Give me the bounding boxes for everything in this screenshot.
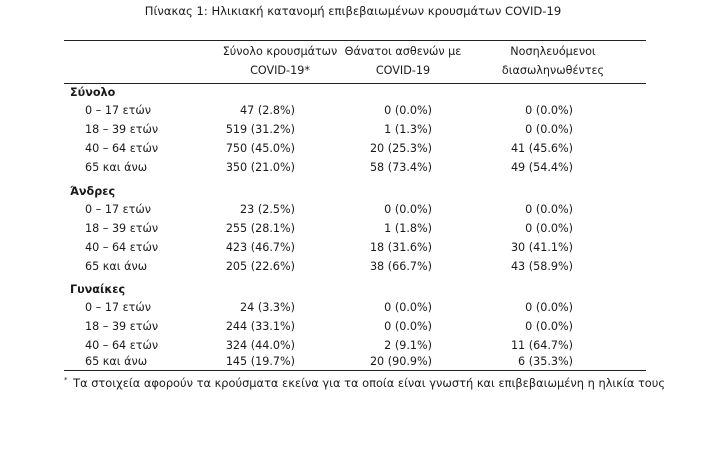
deaths-cell: 0 (0.0%) [384, 203, 432, 216]
cases-cell: 519 (31.2%) [225, 123, 295, 136]
table-row [0, 301, 706, 318]
header-intubated [477, 42, 629, 80]
age-label: 65 και άνω [85, 355, 148, 368]
cases-cell: 23 (2.5%) [240, 203, 295, 216]
intubated-cell: 0 (0.0%) [525, 104, 573, 117]
footnote-mark: * [64, 376, 68, 384]
table-row [0, 222, 706, 239]
age-label: 18 – 39 ετών [85, 222, 159, 235]
age-label: 40 – 64 ετών [85, 241, 159, 254]
cases-cell: 145 (19.7%) [225, 355, 295, 368]
age-label: 0 – 17 ετών [85, 203, 152, 216]
deaths-cell: 0 (0.0%) [384, 320, 432, 333]
intubated-cell: 43 (58.9%) [510, 260, 573, 273]
group-title-total: Σύνολο [70, 86, 116, 99]
age-label: 65 και άνω [85, 161, 148, 174]
table-row [0, 203, 706, 220]
table-row [0, 339, 706, 356]
header-intubated-line2: διασωληνωθέντες [501, 64, 605, 77]
deaths-cell: 1 (1.8%) [384, 222, 432, 235]
age-label: 65 και άνω [85, 260, 148, 273]
cases-cell: 255 (28.1%) [225, 222, 295, 235]
deaths-cell: 18 (31.6%) [369, 241, 432, 254]
table-row [0, 260, 706, 277]
header-total-cases-line2: COVID-19* [250, 64, 310, 77]
intubated-cell: 41 (45.6%) [510, 142, 573, 155]
header-total-cases-line1: Σύνολο κρουσμάτων [222, 45, 338, 58]
cases-cell: 423 (46.7%) [225, 241, 295, 254]
table-caption: Πίνακας 1: Ηλικιακή κατανομή επιβεβαιωμένων κρουσμάτων COVID-19 [144, 4, 562, 18]
header-deaths-line2: COVID-19 [375, 64, 431, 77]
deaths-cell: 2 (9.1%) [384, 339, 432, 352]
deaths-cell: 0 (0.0%) [384, 301, 432, 314]
intubated-cell: 11 (64.7%) [510, 339, 573, 352]
cases-cell: 324 (44.0%) [225, 339, 295, 352]
age-label: 0 – 17 ετών [85, 301, 152, 314]
cases-cell: 750 (45.0%) [225, 142, 295, 155]
footnote [64, 376, 665, 390]
cases-cell: 244 (33.1%) [225, 320, 295, 333]
table-row [0, 320, 706, 337]
cases-cell: 350 (21.0%) [225, 161, 295, 174]
age-label: 18 – 39 ετών [85, 123, 159, 136]
deaths-cell: 1 (1.3%) [384, 123, 432, 136]
intubated-cell: 6 (35.3%) [518, 355, 573, 368]
header-intubated-line1: Νοσηλευόμενοι [510, 45, 596, 58]
intubated-cell: 0 (0.0%) [525, 301, 573, 314]
header-deaths [333, 42, 473, 80]
deaths-cell: 20 (90.9%) [369, 355, 432, 368]
header-deaths-line1: Θάνατοι ασθενών με [344, 45, 462, 58]
age-label: 0 – 17 ετών [85, 104, 152, 117]
cases-cell: 205 (22.6%) [225, 260, 295, 273]
cases-cell: 47 (2.8%) [240, 104, 295, 117]
bottom-rule [64, 370, 646, 371]
deaths-cell: 58 (73.4%) [369, 161, 432, 174]
age-label: 40 – 64 ετών [85, 339, 159, 352]
table-row [0, 123, 706, 140]
table-row [0, 104, 706, 121]
intubated-cell: 49 (54.4%) [510, 161, 573, 174]
intubated-cell: 0 (0.0%) [525, 123, 573, 136]
intubated-cell: 0 (0.0%) [525, 203, 573, 216]
age-label: 18 – 39 ετών [85, 320, 159, 333]
age-label: 40 – 64 ετών [85, 142, 159, 155]
cases-cell: 24 (3.3%) [240, 301, 295, 314]
table-row [0, 161, 706, 178]
intubated-cell: 0 (0.0%) [525, 320, 573, 333]
table-row [0, 142, 706, 159]
deaths-cell: 20 (25.3%) [369, 142, 432, 155]
group-title-men: Άνδρες [70, 185, 116, 198]
deaths-cell: 38 (66.7%) [369, 260, 432, 273]
intubated-cell: 0 (0.0%) [525, 222, 573, 235]
footnote-text: Τα στοιχεία αφορούν τα κρούσματα εκείνα για τα οποία είναι γνωστή και επιβεβαιωμένη η ηλικία τους [73, 376, 666, 390]
deaths-cell: 0 (0.0%) [384, 104, 432, 117]
header-rule [64, 83, 646, 84]
intubated-cell: 30 (41.1%) [510, 241, 573, 254]
group-title-women: Γυναίκες [70, 283, 126, 296]
table-row [0, 241, 706, 258]
